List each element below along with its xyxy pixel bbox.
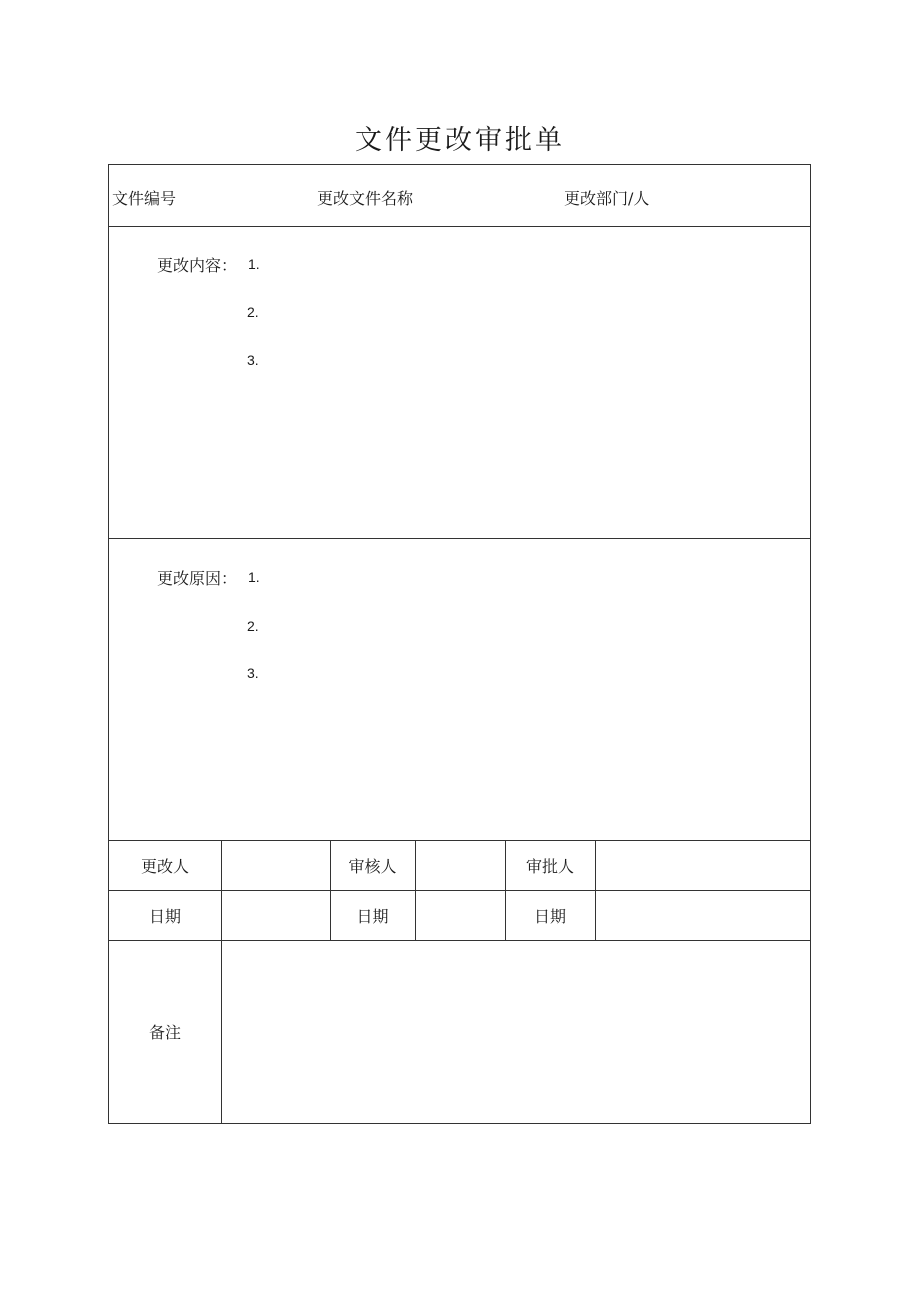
- reviewer-date-label: 日期: [356, 906, 389, 926]
- doc-name-label: 更改文件名称: [317, 189, 414, 208]
- reviewer-date-field[interactable]: [415, 890, 505, 940]
- reviewer-field[interactable]: [415, 840, 505, 890]
- reason-item-3: 3.: [247, 665, 259, 681]
- content-label: 更改内容：: [157, 256, 238, 275]
- doc-number-label: 文件编号: [112, 189, 177, 208]
- remarks-label: 备注: [148, 1023, 181, 1042]
- reviewer-label: 审核人: [348, 856, 397, 876]
- approver-field[interactable]: [595, 840, 810, 890]
- changer-date-field[interactable]: [221, 890, 330, 940]
- content-item-3: 3.: [247, 352, 259, 368]
- reason-item-2: 2.: [247, 618, 259, 634]
- changer-label: 更改人: [140, 856, 189, 876]
- approver-date-field[interactable]: [595, 890, 810, 940]
- changer-date-label: 日期: [148, 906, 181, 926]
- changer-field[interactable]: [221, 840, 330, 890]
- divider-content: [109, 538, 810, 539]
- divider-header: [109, 226, 810, 227]
- form-title: 文件更改审批单: [355, 125, 565, 156]
- approval-form: [108, 164, 811, 1124]
- content-item-1: 1.: [248, 256, 260, 272]
- reason-item-1: 1.: [248, 569, 260, 585]
- content-item-2: 2.: [247, 304, 259, 320]
- reason-label: 更改原因：: [157, 569, 238, 588]
- remarks-field[interactable]: [221, 940, 810, 1123]
- approver-label: 审批人: [525, 856, 574, 876]
- approver-date-label: 日期: [533, 906, 566, 926]
- dept-person-label: 更改部门/人: [564, 189, 650, 208]
